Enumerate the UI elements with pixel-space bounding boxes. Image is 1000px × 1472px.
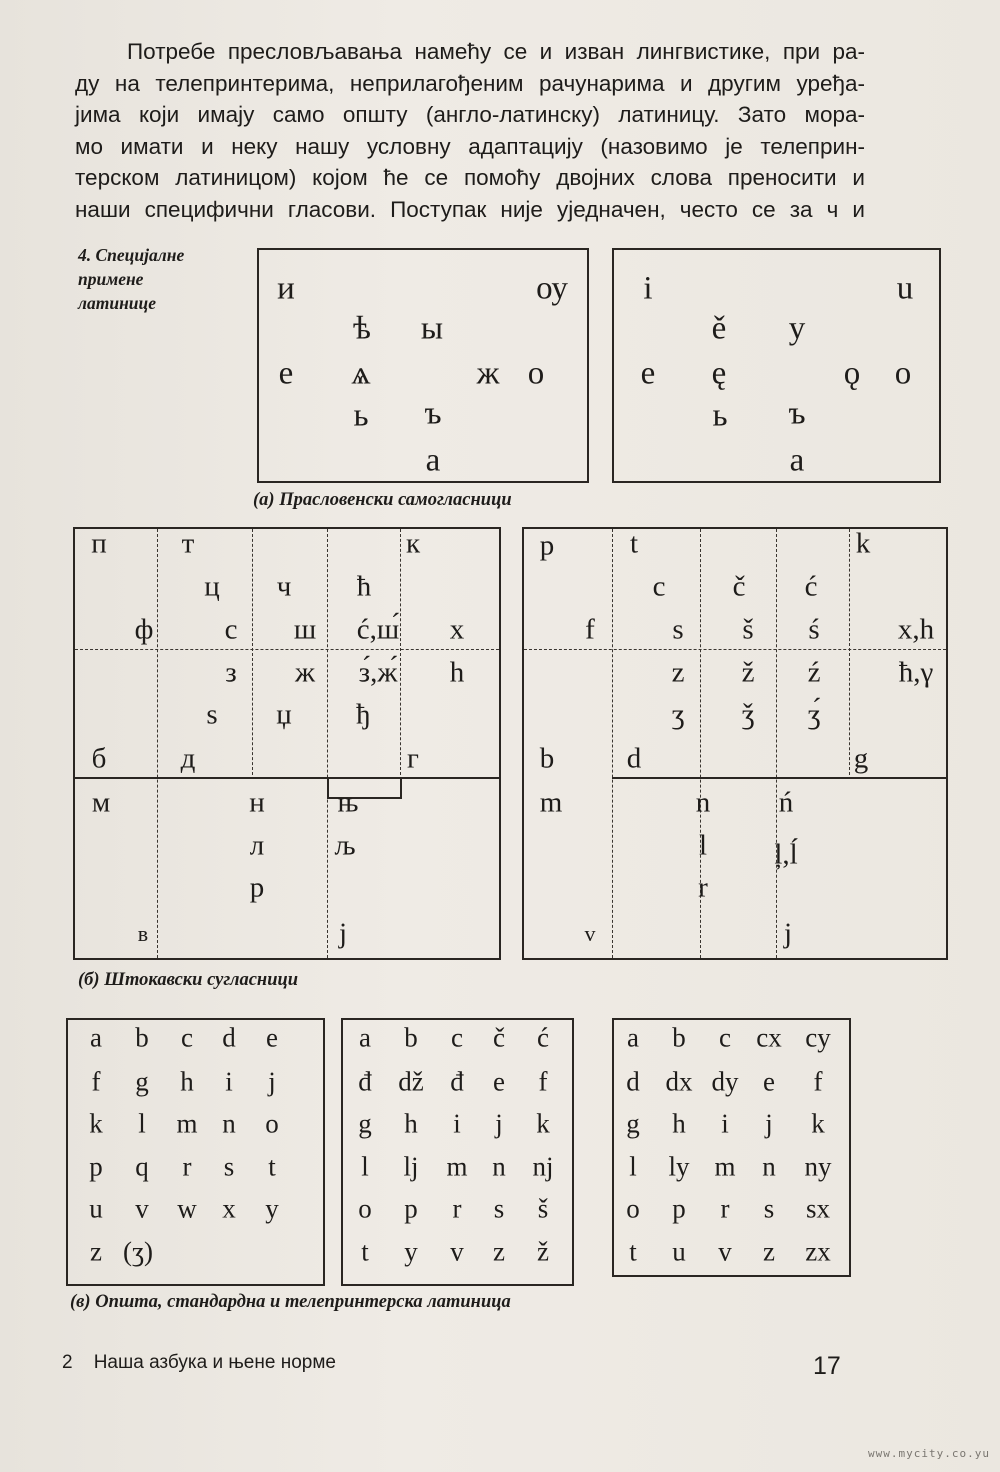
alphabet-letter: s [223,1151,235,1182]
vowel-glyph: ę [711,355,727,392]
vowel-glyph: оу [536,270,568,307]
alphabet-letter: l [361,1151,369,1182]
consonant-glyph: һ [449,656,465,689]
consonant-glyph: з [225,656,237,689]
alphabet-letter: b [672,1022,686,1053]
alphabet-letter: i [225,1066,233,1097]
consonant-glyph: ђ [355,698,371,731]
alphabet-letter: ć [537,1022,549,1053]
vowel-glyph: о [527,355,545,392]
alphabet-letter: cy [805,1022,831,1053]
consonant-glyph: ʒ [671,698,685,731]
vowel-box-latin [612,248,941,483]
consonant-grid-line [612,777,948,779]
alphabet-letter: e [493,1066,505,1097]
consonant-glyph: ф [134,613,154,646]
consonant-glyph: б [91,742,107,775]
alphabet-letter: t [361,1236,369,1267]
consonant-grid-line [327,529,328,958]
consonant-grid-line [75,649,499,650]
alphabet-letter: a [359,1022,371,1053]
alphabet-letter: v [718,1236,732,1267]
consonant-glyph: n [695,786,711,819]
alphabet-letter: x [222,1193,236,1224]
vowel-glyph: ж [476,355,500,392]
vowel-glyph: ѧ [351,355,371,392]
consonant-glyph: l [698,829,708,862]
alphabet-letter: m [446,1151,468,1182]
consonant-glyph: ж [294,656,316,689]
vowel-glyph: ъ [424,395,442,432]
alphabet-letter: l [138,1108,146,1139]
section-caption-line: примене [78,269,144,289]
watermark: www.mycity.co.yu [868,1447,990,1460]
consonant-grid-line [849,529,850,775]
alphabet-letter: r [182,1151,192,1182]
alphabet-letter: ž [537,1236,549,1267]
consonant-glyph: ž [741,656,755,689]
alphabet-letter: zx [805,1236,831,1267]
alphabet-letter: g [626,1108,640,1139]
consonant-glyph: њ [337,786,359,819]
alphabet-letter: h [672,1108,686,1139]
consonant-grid-line [157,529,158,958]
alphabet-letter: c [181,1022,193,1053]
alphabets-caption: (в) Општа, стандардна и телепринтерска латиница [70,1292,511,1312]
alphabet-letter: f [813,1066,823,1097]
alphabet-letter: w [177,1193,197,1224]
consonant-glyph: c [652,570,666,603]
alphabet-letter: g [358,1108,372,1139]
consonant-glyph: ч [276,570,292,603]
section-caption-line: латинице [78,293,157,313]
vowel-glyph: a [789,442,805,479]
alphabet-letter: k [811,1108,825,1139]
alphabet-letter: n [492,1151,506,1182]
paragraph-line: наши специфични гласови. Поступак није уједначен, често се за ч и [75,196,865,222]
chapter-footer [62,1352,336,1374]
consonant-grid-line [612,529,613,958]
alphabet-letter: t [268,1151,276,1182]
consonant-glyph: v [584,921,596,946]
consonant-glyph: d [626,742,642,775]
consonant-glyph: л [249,829,265,862]
alphabet-letter: j [495,1108,503,1139]
alphabet-letter: ly [668,1151,690,1182]
consonant-glyph: ć [804,570,818,603]
alphabet-letter: o [265,1108,279,1139]
consonant-glyph: ʒ́ [807,698,821,731]
alphabet-letter: j [268,1066,276,1097]
vowel-glyph: ě [711,310,727,347]
consonant-grid-line [776,529,777,958]
consonant-glyph: m [539,786,563,819]
consonant-glyph: ħ,γ [898,656,934,689]
alphabet-letter: n [762,1151,776,1182]
alphabet-letter: sx [805,1193,831,1224]
alphabet-letter: e [266,1022,278,1053]
alphabet-letter: dž [398,1066,424,1097]
consonant-glyph: н [249,786,265,819]
consonant-glyph: k [855,527,871,560]
consonant-glyph: х [449,613,465,646]
consonant-glyph: p [539,529,555,562]
alphabet-letter: v [135,1193,149,1224]
vowel-glyph: i [643,270,653,307]
vowels-caption: (а) Прасловенски самогласници [253,490,512,510]
alphabet-letter: a [627,1022,639,1053]
consonant-grid-line [75,777,499,779]
alphabet-letter: d [626,1066,640,1097]
vowel-glyph: u [896,270,914,307]
consonant-glyph: ź [807,656,821,689]
consonant-glyph: ļ,ĺ [774,838,798,871]
vowel-glyph: и [277,270,295,307]
alphabet-letter: p [672,1193,686,1224]
consonant-glyph: џ [276,698,292,731]
alphabet-letter: h [180,1066,194,1097]
alphabet-letter: c [719,1022,731,1053]
alphabet-letter: dx [665,1066,693,1097]
alphabet-letter: j [765,1108,773,1139]
alphabet-letter: (ʒ) [123,1236,153,1267]
alphabet-letter: z [90,1236,102,1267]
paragraph-line: терском латиницом) којом ће се помоћу двојних слова преносити и [75,165,865,191]
vowel-glyph: ѣ [353,310,371,347]
vowel-glyph: ь [712,397,728,434]
alphabet-letter: z [763,1236,775,1267]
alphabet-letter: u [672,1236,686,1267]
alphabet-letter: k [536,1108,550,1139]
alphabet-letter: s [763,1193,775,1224]
consonant-glyph: š [742,613,754,646]
vowel-glyph: ь [353,397,369,434]
consonant-glyph: к [405,527,421,560]
vowel-glyph: y [788,310,806,347]
consonant-glyph: д [180,742,196,775]
consonant-glyph: j [783,917,793,950]
consonant-glyph: ń [778,786,794,819]
alphabet-letter: č [493,1022,505,1053]
consonant-glyph: ћ [356,570,372,603]
consonant-glyph: s [672,613,684,646]
consonant-glyph: z [671,656,685,689]
alphabet-letter: a [90,1022,102,1053]
alphabet-letter: m [176,1108,198,1139]
section-caption-line: 4. Специјалне [78,245,185,265]
alphabet-letter: cx [756,1022,782,1053]
alphabet-letter: r [452,1193,462,1224]
paragraph-line: ду на телепринтерима, неприлагођеним рачунарима и другим уређа- [75,70,865,96]
vowel-glyph: ъ [788,395,806,432]
alphabet-letter: g [135,1066,149,1097]
consonant-glyph: ś [808,613,820,646]
consonant-glyph: м [91,786,111,819]
alphabet-letter: i [721,1108,729,1139]
alphabet-letter: k [89,1108,103,1139]
chapter-title: Наша азбука и њене норме [93,1352,336,1373]
vowel-glyph: ǫ [843,355,861,392]
vowel-glyph: e [640,355,656,392]
alphabet-letter: b [404,1022,418,1053]
consonant-glyph: ć,ш́ [356,613,400,646]
consonant-glyph: f [585,613,595,646]
alphabet-letter: r [720,1193,730,1224]
alphabet-letter: t [629,1236,637,1267]
alphabet-letter: o [626,1193,640,1224]
body-paragraph [75,36,865,226]
alphabet-letter: lj [403,1151,419,1182]
vowel-glyph: o [894,355,912,392]
alphabet-letter: f [538,1066,548,1097]
alphabet-letter: z [493,1236,505,1267]
consonant-grid-line [524,649,946,650]
consonant-glyph: ј [338,917,348,950]
consonant-glyph: ѕ [206,698,218,731]
alphabet-letter: p [89,1151,103,1182]
consonant-glyph: ц [204,570,220,603]
alphabet-letter: y [265,1193,279,1224]
alphabet-box-general [66,1018,325,1286]
alphabet-letter: đ [450,1066,464,1097]
alphabet-letter: n [222,1108,236,1139]
alphabet-letter: f [91,1066,101,1097]
alphabet-letter: đ [358,1066,372,1097]
alphabet-letter: dy [711,1066,739,1097]
alphabet-letter: e [763,1066,775,1097]
consonant-grid-line [252,529,253,775]
consonant-grid-line [400,529,401,775]
consonant-glyph: з́,ж́ [358,656,398,689]
alphabet-letter: b [135,1022,149,1053]
alphabet-letter: i [453,1108,461,1139]
page-number: 17 [813,1352,841,1380]
alphabet-letter: o [358,1193,372,1224]
alphabet-letter: š [537,1193,549,1224]
section-caption [78,243,248,315]
alphabet-letter: p [404,1193,418,1224]
vowel-glyph: ы [420,310,444,347]
consonant-glyph: x,h [897,613,935,646]
alphabet-letter: y [404,1236,418,1267]
alphabet-letter: ny [804,1151,832,1182]
consonant-glyph: č [732,570,746,603]
alphabet-letter: c [451,1022,463,1053]
alphabet-letter: l [629,1151,637,1182]
vowel-glyph: е [278,355,294,392]
consonant-glyph: п [91,527,107,560]
alphabet-letter: q [135,1151,149,1182]
consonant-glyph: b [539,742,555,775]
consonant-glyph: г [407,742,419,775]
alphabet-letter: d [222,1022,236,1053]
consonant-glyph: с [224,613,238,646]
alphabet-letter: v [450,1236,464,1267]
consonant-glyph: в [137,921,149,946]
consonant-glyph: ǯ [741,698,755,731]
paragraph-line: јима који имају само општу (англо-латинску) латиницу. Зато мора- [75,102,865,128]
consonant-glyph: g [853,742,869,775]
consonant-glyph: т [181,527,195,560]
consonant-glyph: r [698,871,708,904]
alphabet-letter: u [89,1193,103,1224]
alphabet-letter: h [404,1108,418,1139]
consonant-glyph: t [629,527,639,560]
chapter-number: 2 [62,1352,73,1373]
consonants-caption: (б) Штокавски сугласници [78,970,299,990]
alphabet-letter: nj [532,1151,554,1182]
paragraph-line: Потребе пресловљавања намећу се и изван лингвистике, при ра- [127,39,865,64]
alphabet-letter: s [493,1193,505,1224]
vowel-glyph: а [425,442,441,479]
consonant-glyph: љ [334,829,356,862]
paragraph-line: мо имати и неку нашу условну адаптацију (назовимо је телеприн- [75,133,865,159]
consonant-glyph: р [249,871,265,904]
alphabet-letter: m [714,1151,736,1182]
consonant-glyph: ш [293,613,317,646]
